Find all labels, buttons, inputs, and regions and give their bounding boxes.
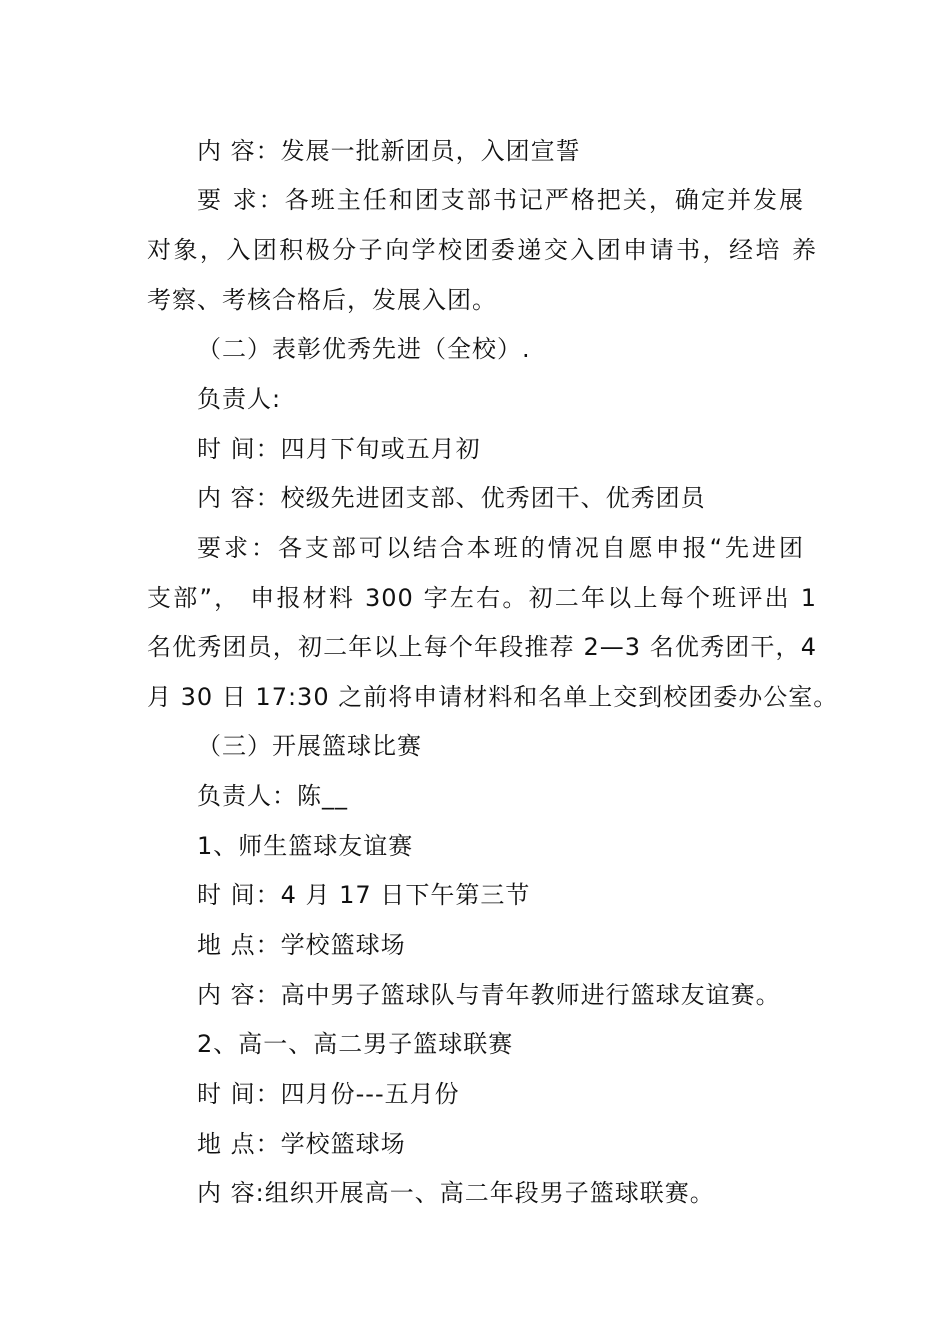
- content-line: 内 容：发展一批新团员，入团宣誓: [197, 137, 581, 165]
- requirement-line: 要 求：各班主任和团支部书记严格把关，确定并发展: [197, 186, 804, 214]
- paragraph-line: 支部”， 申报材料 300 字左右。初二年以上每个班评出 1: [147, 584, 817, 612]
- paragraph-line: 月 30 日 17:30 之前将申请材料和名单上交到校团委办公室。: [147, 683, 839, 711]
- owner-line: 负责人:: [197, 385, 282, 413]
- paragraph-line: 对象，入团积极分子向学校团委递交入团申请书，经培 养: [147, 236, 817, 264]
- time-line: 时 间：四月下旬或五月初: [197, 435, 481, 463]
- owner-line: 负责人：陈__: [197, 782, 348, 810]
- time-line: 时 间：4 月 17 日下午第三节: [197, 881, 531, 909]
- section-heading: （三）开展篮球比赛: [197, 732, 422, 760]
- paragraph-line: 名优秀团员，初二年以上每个年段推荐 2—3 名优秀团干，4: [147, 633, 817, 661]
- requirement-line: 要求：各支部可以结合本班的情况自愿申报“先进团: [197, 534, 804, 562]
- location-line: 地 点：学校篮球场: [197, 1130, 406, 1158]
- item-heading: 1、师生篮球友谊赛: [197, 832, 414, 860]
- location-line: 地 点：学校篮球场: [197, 931, 406, 959]
- time-line: 时 间：四月份---五月份: [197, 1080, 460, 1108]
- paragraph-line: 考察、考核合格后，发展入团。: [147, 286, 497, 314]
- item-heading: 2、高一、高二男子篮球联赛: [197, 1030, 514, 1058]
- section-heading: （二）表彰优秀先进（全校）.: [197, 335, 531, 363]
- content-line: 内 容:组织开展高一、高二年段男子篮球联赛。: [197, 1179, 715, 1207]
- content-line: 内 容：高中男子篮球队与青年教师进行篮球友谊赛。: [197, 981, 781, 1009]
- content-line: 内 容：校级先进团支部、优秀团干、优秀团员: [197, 484, 706, 512]
